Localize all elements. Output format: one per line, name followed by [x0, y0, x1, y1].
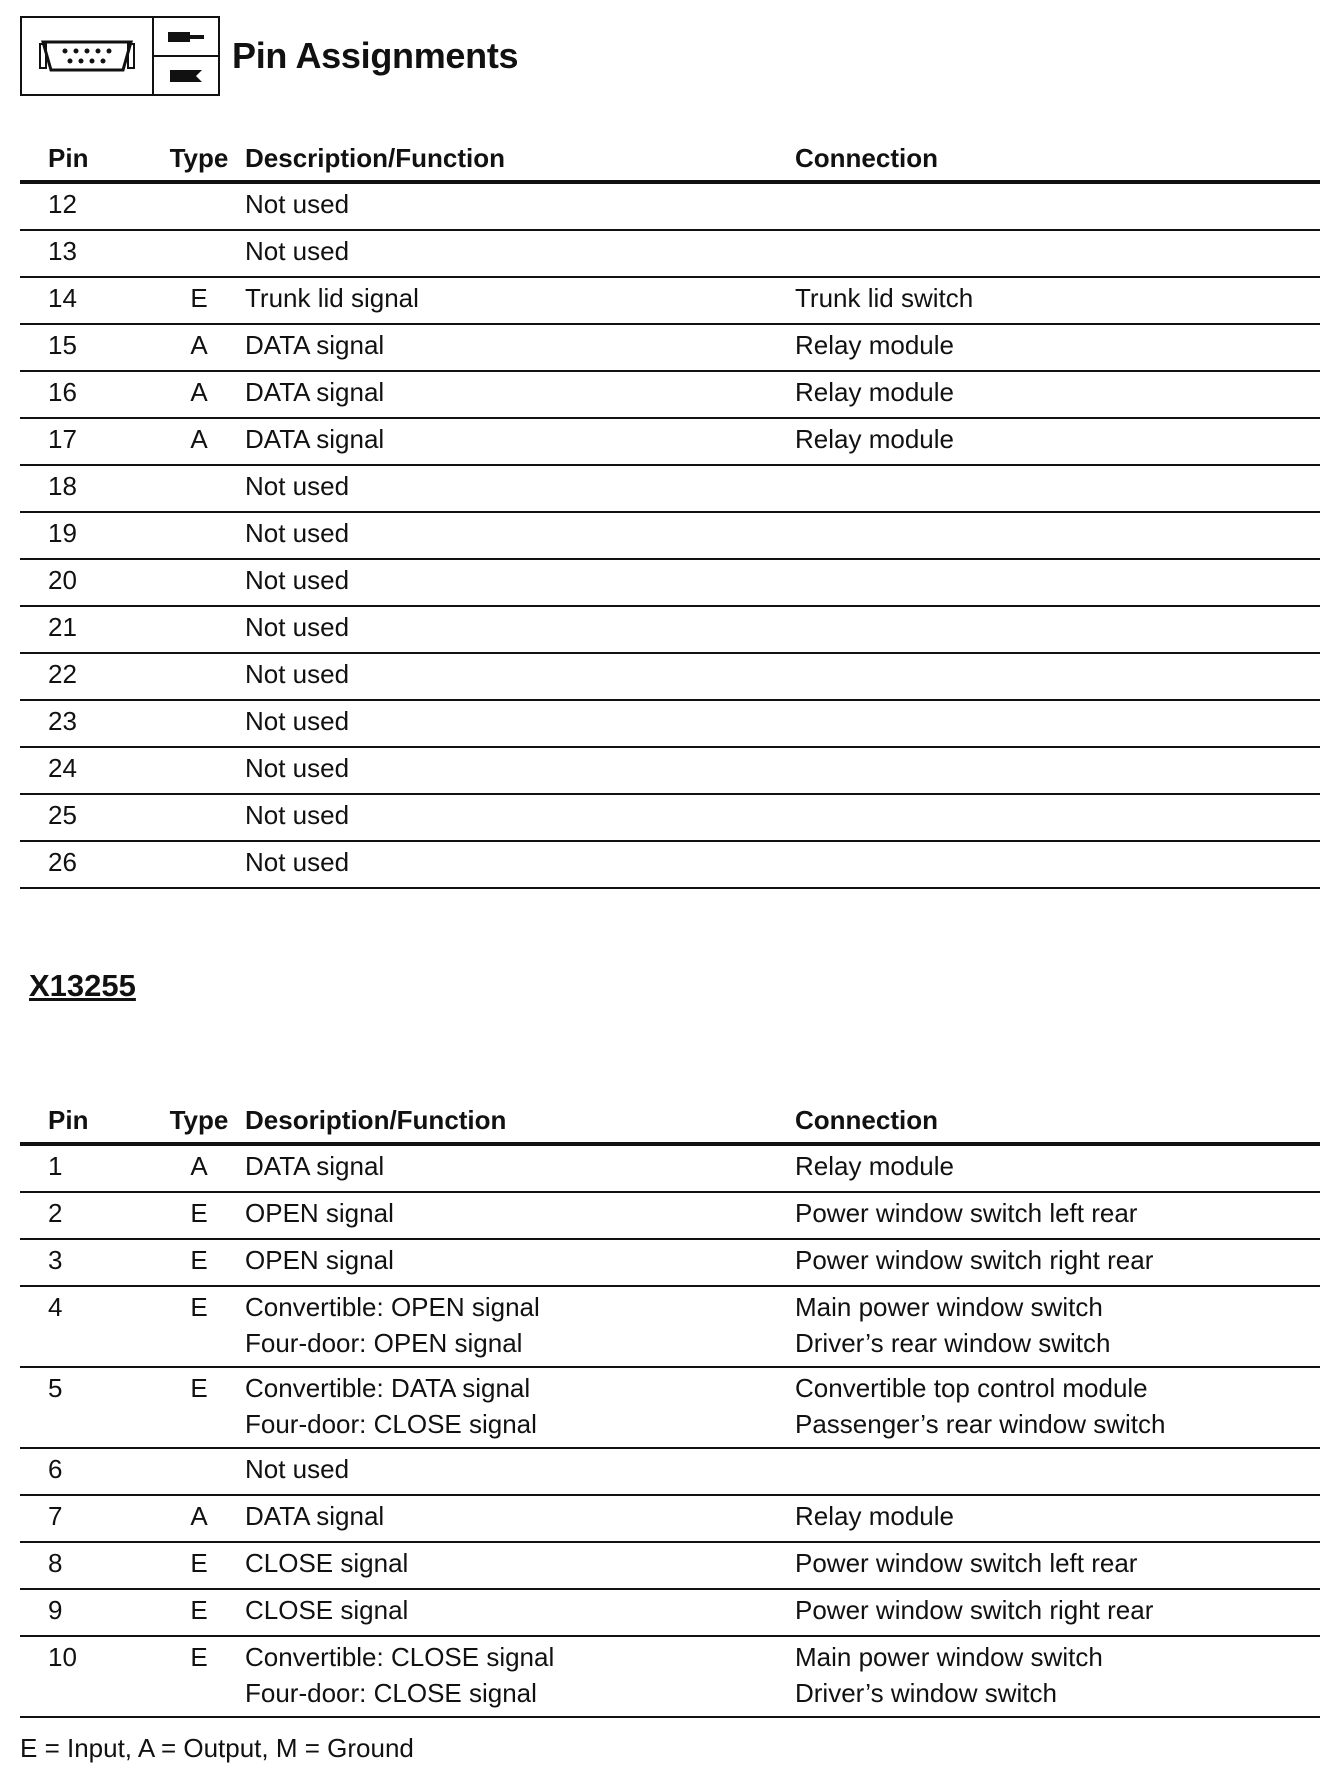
type-cell: [153, 841, 245, 888]
connection-cell: [795, 1542, 1320, 1589]
pin-number: 2: [48, 1198, 63, 1228]
table-row: [20, 1495, 1320, 1542]
col-header-type: Type: [153, 136, 245, 182]
pin-number: 20: [48, 565, 77, 595]
table-row: [20, 371, 1320, 418]
type-code: A: [190, 1501, 208, 1531]
description-cell: [245, 230, 795, 277]
type-cell: [153, 1636, 245, 1717]
type-cell: [153, 230, 245, 277]
connection-cell: [795, 1239, 1320, 1286]
connection-cell: [795, 559, 1320, 606]
description-cell: [245, 418, 795, 465]
table-row: [20, 512, 1320, 559]
pin-number: 16: [48, 377, 77, 407]
description-cell: [245, 1192, 795, 1239]
pin-cell: [20, 371, 153, 418]
type-code: E: [190, 1245, 208, 1275]
pin-cell: [20, 230, 153, 277]
description-cell: [245, 1589, 795, 1636]
col-header-description: Desoription/Function: [245, 1098, 795, 1144]
table-row: [20, 794, 1320, 841]
connection-cell: [795, 1367, 1320, 1448]
description-line: DATA signal: [245, 330, 385, 360]
type-cell: [153, 277, 245, 324]
pin-number: 21: [48, 612, 77, 642]
connection-cell: [795, 1192, 1320, 1239]
pin-cell: [20, 606, 153, 653]
connection-cell: [795, 512, 1320, 559]
type-code: E: [190, 1198, 208, 1228]
type-cell: [153, 1448, 245, 1495]
table-row: [20, 1448, 1320, 1495]
pin-number: 23: [48, 706, 77, 736]
connection-cell: [795, 794, 1320, 841]
table-header-row: [20, 1098, 1320, 1144]
type-cell: [153, 794, 245, 841]
description-line: Not used: [245, 1454, 350, 1484]
description-cell: [245, 1636, 795, 1717]
pin-number: 12: [48, 189, 77, 219]
pin-cell: [20, 794, 153, 841]
description-cell: [245, 1542, 795, 1589]
pin-cell: [20, 1495, 153, 1542]
pin-cell: [20, 1589, 153, 1636]
type-cell: [153, 747, 245, 794]
table-row: [20, 1636, 1320, 1717]
table-row: [20, 465, 1320, 512]
description-cell: [245, 653, 795, 700]
connection-line: Power window switch left rear: [795, 1548, 1138, 1578]
connection-cell: [795, 1286, 1320, 1367]
pin-cell: [20, 1542, 153, 1589]
description-cell: [245, 1448, 795, 1495]
description-line: DATA signal: [245, 377, 385, 407]
type-cell: [153, 653, 245, 700]
description-line: OPEN signal: [245, 1245, 394, 1275]
pin-cell: [20, 747, 153, 794]
pin-cell: [20, 1636, 153, 1717]
connection-cell: [795, 1144, 1320, 1192]
description-line: Not used: [245, 659, 350, 689]
pin-number: 8: [48, 1548, 63, 1578]
description-cell: [245, 371, 795, 418]
description-line: Not used: [245, 471, 350, 501]
connection-cell: [795, 747, 1320, 794]
table-row: [20, 653, 1320, 700]
description-line: Not used: [245, 800, 350, 830]
table-header-row: [20, 136, 1320, 182]
pin-number: 17: [48, 424, 77, 454]
connection-cell: [795, 1448, 1320, 1495]
table-row: [20, 1192, 1320, 1239]
description-line: OPEN signal: [245, 1198, 394, 1228]
connection-cell: [795, 324, 1320, 371]
pin-number: 26: [48, 847, 77, 877]
pin-number: 22: [48, 659, 77, 689]
connection-cell: [795, 1495, 1320, 1542]
connection-cell: [795, 1636, 1320, 1717]
description-line: Four-door: CLOSE signal: [245, 1409, 537, 1439]
pin-cell: [20, 512, 153, 559]
description-line: Not used: [245, 518, 350, 548]
col-header-pin: Pin: [20, 136, 153, 182]
pin-number: 4: [48, 1292, 63, 1322]
type-code: E: [190, 1373, 208, 1403]
connection-line: Relay module: [795, 1501, 954, 1531]
pin-cell: [20, 1192, 153, 1239]
type-cell: [153, 700, 245, 747]
pin-cell: [20, 841, 153, 888]
connection-line: Relay module: [795, 377, 954, 407]
section-title: X13255: [29, 968, 136, 1003]
col-header-description: Description/Function: [245, 136, 795, 182]
description-cell: [245, 465, 795, 512]
type-cell: [153, 1495, 245, 1542]
pin-cell: [20, 700, 153, 747]
connection-cell: [795, 230, 1320, 277]
pin-number: 10: [48, 1642, 77, 1672]
table-row: [20, 1367, 1320, 1448]
description-cell: [245, 1286, 795, 1367]
pin-cell: [20, 1239, 153, 1286]
type-cell: [153, 1286, 245, 1367]
description-cell: [245, 512, 795, 559]
description-line: DATA signal: [245, 1151, 385, 1181]
connection-cell: [795, 841, 1320, 888]
description-line: DATA signal: [245, 424, 385, 454]
connection-cell: [795, 1589, 1320, 1636]
description-line: Four-door: CLOSE signal: [245, 1678, 537, 1708]
type-cell: [153, 1192, 245, 1239]
description-cell: [245, 794, 795, 841]
connection-line: Main power window switch: [795, 1292, 1103, 1322]
type-cell: [153, 418, 245, 465]
col-header-connection: Connection: [795, 136, 1320, 182]
connection-cell: [795, 371, 1320, 418]
pin-cell: [20, 418, 153, 465]
pin-cell: [20, 182, 153, 230]
type-cell: [153, 512, 245, 559]
connection-line: Relay module: [795, 1151, 954, 1181]
table-row: [20, 230, 1320, 277]
description-line: Not used: [245, 565, 350, 595]
pin-cell: [20, 1448, 153, 1495]
pin-number: 18: [48, 471, 77, 501]
col-header-pin: Pin: [20, 1098, 153, 1144]
description-line: Not used: [245, 706, 350, 736]
type-code: E: [190, 1595, 208, 1625]
pin-male-icon: [154, 18, 218, 57]
type-cell: [153, 559, 245, 606]
description-cell: [245, 747, 795, 794]
pin-number: 25: [48, 800, 77, 830]
col-header-connection: Connection: [795, 1098, 1320, 1144]
pin-cell: [20, 653, 153, 700]
type-cell: [153, 1367, 245, 1448]
description-line: CLOSE signal: [245, 1548, 409, 1578]
type-code: E: [190, 1642, 208, 1672]
type-code: E: [190, 283, 208, 313]
connection-cell: [795, 606, 1320, 653]
pin-table-2: [20, 1098, 1320, 1718]
pin-female-icon: [154, 57, 218, 94]
connector-plug-icon: [22, 18, 154, 94]
pin-cell: [20, 1286, 153, 1367]
description-cell: [245, 841, 795, 888]
table-row: [20, 1144, 1320, 1192]
connection-cell: [795, 277, 1320, 324]
connection-line: Power window switch left rear: [795, 1198, 1138, 1228]
pin-number: 3: [48, 1245, 63, 1275]
connection-line: Main power window switch: [795, 1642, 1103, 1672]
type-cell: [153, 465, 245, 512]
description-line: Trunk lid signal: [245, 283, 419, 313]
pin-cell: [20, 465, 153, 512]
connection-cell: [795, 418, 1320, 465]
page-title: Pin Assignments: [232, 35, 519, 76]
pin-number: 5: [48, 1373, 63, 1403]
pin-number: 6: [48, 1454, 63, 1484]
type-cell: [153, 606, 245, 653]
connection-line: Passenger’s rear window switch: [795, 1409, 1166, 1439]
type-code: E: [190, 1292, 208, 1322]
pin-number: 19: [48, 518, 77, 548]
type-code: A: [190, 377, 208, 407]
type-cell: [153, 182, 245, 230]
type-cell: [153, 1239, 245, 1286]
table-row: [20, 559, 1320, 606]
pin-number: 15: [48, 330, 77, 360]
description-cell: [245, 700, 795, 747]
description-line: CLOSE signal: [245, 1595, 409, 1625]
description-cell: [245, 1367, 795, 1448]
table-row: [20, 1286, 1320, 1367]
pin-cell: [20, 1144, 153, 1192]
pin-cell: [20, 1367, 153, 1448]
description-line: Not used: [245, 612, 350, 642]
pin-cell: [20, 324, 153, 371]
table-row: [20, 418, 1320, 465]
description-cell: [245, 182, 795, 230]
description-line: Four-door: OPEN signal: [245, 1328, 523, 1358]
table-row: [20, 1542, 1320, 1589]
connection-cell: [795, 465, 1320, 512]
pin-number: 13: [48, 236, 77, 266]
table-row: [20, 182, 1320, 230]
pin-table-1: [20, 136, 1320, 889]
pin-number: 7: [48, 1501, 63, 1531]
description-cell: [245, 1239, 795, 1286]
description-cell: [245, 606, 795, 653]
pin-number: 9: [48, 1595, 63, 1625]
table-row: [20, 700, 1320, 747]
col-header-type: Type: [153, 1098, 245, 1144]
description-line: Not used: [245, 847, 350, 877]
type-cell: [153, 1589, 245, 1636]
description-cell: [245, 1495, 795, 1542]
table-row: [20, 747, 1320, 794]
connection-cell: [795, 182, 1320, 230]
description-cell: [245, 277, 795, 324]
description-line: Convertible: DATA signal: [245, 1373, 531, 1403]
connection-line: Power window switch right rear: [795, 1245, 1154, 1275]
type-code: A: [190, 424, 208, 454]
description-line: Not used: [245, 189, 350, 219]
table-row: [20, 841, 1320, 888]
table-row: [20, 1589, 1320, 1636]
connector-icon-box: [20, 16, 220, 96]
type-code: E: [190, 1548, 208, 1578]
description-line: Not used: [245, 236, 350, 266]
type-cell: [153, 1542, 245, 1589]
type-code: A: [190, 1151, 208, 1181]
type-cell: [153, 324, 245, 371]
connection-cell: [795, 700, 1320, 747]
description-line: DATA signal: [245, 1501, 385, 1531]
table-row: [20, 606, 1320, 653]
connection-line: Power window switch right rear: [795, 1595, 1154, 1625]
description-cell: [245, 324, 795, 371]
connection-line: Trunk lid switch: [795, 283, 974, 313]
description-line: Convertible: CLOSE signal: [245, 1642, 555, 1672]
connection-line: Relay module: [795, 330, 954, 360]
pin-number: 24: [48, 753, 77, 783]
description-cell: [245, 559, 795, 606]
table-row: [20, 277, 1320, 324]
type-cell: [153, 371, 245, 418]
connection-line: Relay module: [795, 424, 954, 454]
connection-line: Driver’s rear window switch: [795, 1328, 1111, 1358]
connection-line: Driver’s window switch: [795, 1678, 1057, 1708]
connection-cell: [795, 653, 1320, 700]
legend: E = Input, A = Output, M = Ground: [20, 1733, 414, 1763]
pin-cell: [20, 277, 153, 324]
page-header: [20, 14, 518, 98]
connection-line: Convertible top control module: [795, 1373, 1148, 1403]
description-line: Convertible: OPEN signal: [245, 1292, 540, 1322]
pin-number: 14: [48, 283, 77, 313]
pin-cell: [20, 559, 153, 606]
type-cell: [153, 1144, 245, 1192]
type-code: A: [190, 330, 208, 360]
pin-number: 1: [48, 1151, 63, 1181]
description-cell: [245, 1144, 795, 1192]
table-row: [20, 324, 1320, 371]
table-row: [20, 1239, 1320, 1286]
description-line: Not used: [245, 753, 350, 783]
